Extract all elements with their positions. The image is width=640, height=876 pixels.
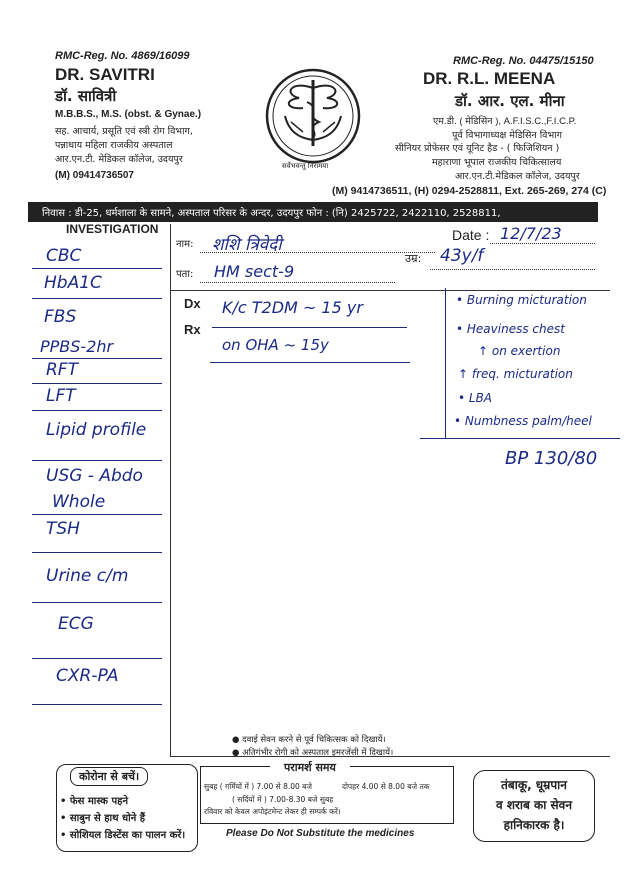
- investigation-line: [32, 552, 162, 553]
- investigation-item: CBC: [46, 246, 82, 266]
- complaint-3: ↑ on exertion: [478, 344, 561, 358]
- corona-title: कोरोना से बचें।: [70, 767, 148, 786]
- notice-2: ● अतिगंभीर रोगी को अस्पताल इमरजेंसी में दिखायें।: [232, 748, 394, 758]
- address-ext: Ext. 379: [503, 205, 550, 219]
- age-label: उम्र:: [405, 252, 422, 265]
- patient-name: शशि त्रिवेदी: [212, 235, 282, 255]
- tobacco-line-1: तंबाकू, धूम्रपान: [501, 778, 567, 792]
- investigation-line: [32, 268, 162, 269]
- right-doctor-name: DR. R.L. MEENA: [423, 69, 556, 88]
- tobacco-line-3: हानिकारक है।: [503, 818, 565, 832]
- tobacco-line-2: व शराब का सेवन: [495, 798, 572, 812]
- name-label: नाम:: [176, 239, 194, 250]
- corona-item-text: सोशियल डिस्टेंस का पालन करें।: [69, 830, 186, 841]
- investigation-line: [32, 358, 162, 359]
- right-designation-2: सीनियर प्रोफेसर एवं यूनिट हैड - ( फिजिशियन ): [395, 143, 560, 154]
- investigation-item: RFT: [46, 360, 78, 380]
- treatment-text: on OHA ~ 15y: [222, 336, 329, 354]
- investigation-line: [32, 704, 162, 705]
- corona-item: • साबुन से हाथ धोने हैं: [60, 813, 146, 824]
- investigation-item: CXR-PA: [56, 666, 119, 686]
- right-reg-number: RMC-Reg. No. 04475/15150: [453, 55, 594, 67]
- timing-winter: ( सर्दियों में ) 7.00-8.30 बजे सुबह: [232, 795, 334, 804]
- investigation-item: PPBS-2hr: [40, 337, 114, 356]
- patient-section-divider: [170, 290, 610, 291]
- investigation-line: [32, 514, 162, 515]
- investigation-line: [32, 658, 162, 659]
- date-label: Date :: [452, 227, 490, 243]
- complaint-6: • Numbness palm/heel: [454, 414, 592, 428]
- right-hospital: महाराणा भूपाल राजकीय चिकित्सालय: [432, 157, 562, 168]
- bp-reading: BP 130/80: [505, 448, 598, 469]
- investigation-item: USG - Abdo: [46, 466, 143, 486]
- patient-age: 43y/f: [440, 246, 484, 266]
- right-phones: (M) 9414736511, (H) 0294-2528811, Ext. 265-269, 274 (C): [332, 185, 607, 197]
- date-line: [490, 243, 595, 244]
- notice-1: ● दवाई सेवन करने से पूर्व चिकित्सक को दिखायें।: [232, 735, 386, 745]
- complaints-underline: [420, 438, 620, 439]
- investigation-line: [32, 298, 162, 299]
- footer-note: Please Do Not Substitute the medicines: [226, 828, 415, 839]
- timing-sunday: रविवार को केवल अपोइंटमेन्ट लेकर ही सम्पर्क करें।: [204, 807, 341, 816]
- right-degrees: एम.डी. ( मेडिसिन ), A.F.I.S.C.,F.I.C.P.: [433, 116, 577, 127]
- patient-address: HM sect-9: [214, 262, 295, 281]
- timing-evening: दोपहर 4.00 से 8.00 बजे तक: [342, 782, 430, 791]
- left-doctor-name: DR. SAVITRI: [55, 65, 155, 84]
- left-reg-number: RMC-Reg. No. 4869/16099: [55, 50, 190, 62]
- address-bar: [28, 202, 598, 222]
- address-line: [200, 282, 395, 283]
- investigation-line: [32, 602, 162, 603]
- diagnosis-underline: [212, 327, 407, 328]
- complaint-5: • LBA: [458, 391, 493, 405]
- age-line: [430, 269, 595, 270]
- investigation-item: TSH: [46, 519, 80, 539]
- left-mobile: (M) 09414736507: [55, 170, 134, 181]
- left-doctor-name-hindi: डॉ. सावित्री: [55, 87, 117, 105]
- address-label: पता:: [176, 269, 194, 280]
- complaint-2: • Heaviness chest: [456, 322, 565, 336]
- caduceus-emblem-icon: [263, 66, 363, 166]
- treatment-underline: [210, 362, 410, 363]
- left-hospital: पन्नाधाय महिला राजकीय अस्पताल: [55, 140, 173, 151]
- left-designation: सह. आचार्य, प्रसूति एवं स्त्री रोग विभाग,: [55, 126, 193, 137]
- investigation-item: HbA1C: [44, 273, 102, 293]
- corona-item: • सोशियल डिस्टेंस का पालन करें।: [60, 830, 186, 841]
- left-degrees: M.B.B.S., M.S. (obst. & Gynae.): [55, 109, 202, 120]
- right-doctor-name-hindi: डॉ. आर. एल. मीना: [455, 92, 565, 110]
- rx-symbol: Rx: [184, 322, 201, 337]
- column-divider: [170, 224, 171, 756]
- investigation-line: [32, 383, 162, 384]
- investigation-item: Whole: [52, 492, 106, 512]
- corona-item-text: फेस मास्क पहने: [69, 796, 128, 807]
- investigation-line: [32, 460, 162, 461]
- investigation-item: LFT: [46, 386, 76, 406]
- investigation-item: Urine c/m: [46, 566, 129, 586]
- date-value: 12/7/23: [500, 224, 562, 243]
- complaints-divider: [445, 288, 446, 438]
- right-college: आर.एन.टी.मेडिकल कॉलेज, उदयपुर: [455, 171, 580, 182]
- timing-title: परामर्श समय: [270, 760, 350, 775]
- timing-morning: सुबह ( गर्मियों में ) 7.00 से 8.00 बजे: [204, 782, 313, 791]
- complaint-1: • Burning micturation: [456, 293, 587, 307]
- left-college: आर.एन.टी. मेडिकल कॉलेज, उदयपुर: [55, 154, 183, 165]
- right-designation-1: पूर्व विभागाध्यक्ष मेडिसिन विभाग: [452, 130, 562, 141]
- complaint-4: ↑ freq. micturation: [458, 367, 573, 381]
- corona-item-text: साबुन से हाथ धोने हैं: [69, 813, 146, 824]
- diagnosis-text: K/c T2DM ~ 15 yr: [222, 298, 363, 317]
- address-text: निवास : डी-25, धर्मशाला के सामने, अस्पताल परिसर के अन्दर, उदयपुर फोन : (नि) 2425722, 2422110, 2528811,: [42, 208, 501, 219]
- logo-motto: सर्वेभवन्तु निरामया: [282, 162, 329, 170]
- investigation-line: [32, 410, 162, 411]
- investigation-item: Lipid profile: [46, 420, 147, 440]
- investigation-title: INVESTIGATION: [66, 222, 159, 236]
- investigation-item: ECG: [58, 614, 94, 634]
- dx-symbol: Dx: [184, 296, 201, 311]
- investigation-item: FBS: [44, 307, 77, 327]
- corona-item: • फेस मास्क पहने: [60, 796, 128, 807]
